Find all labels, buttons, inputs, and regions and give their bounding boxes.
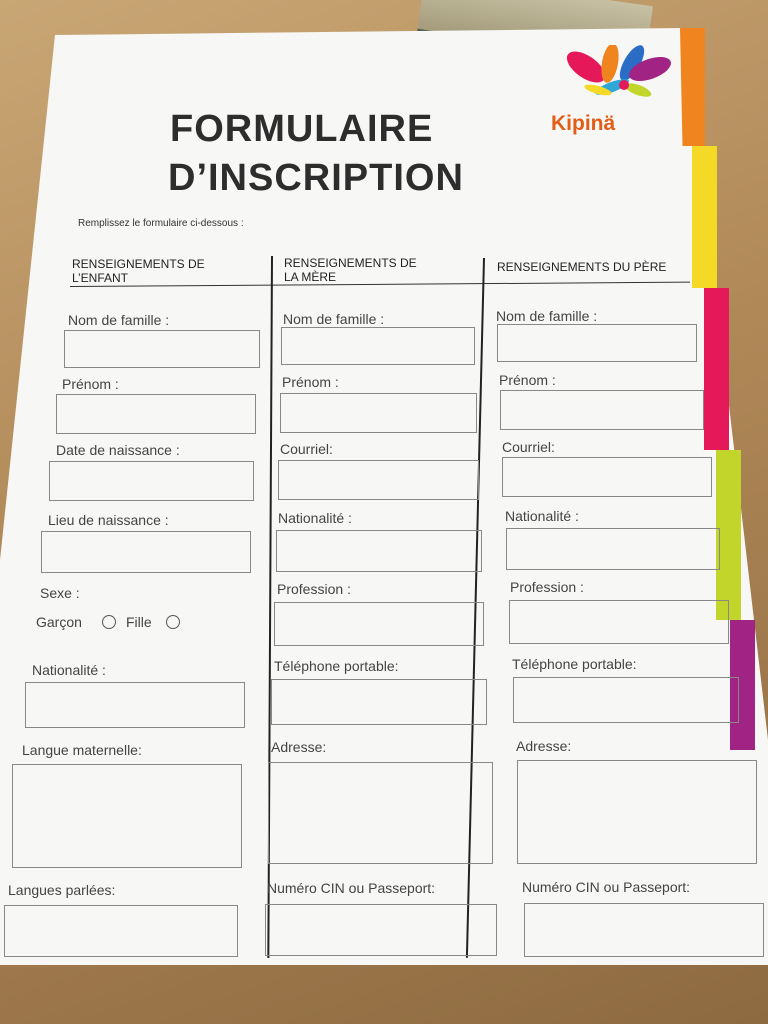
child-prenom-field[interactable] [56, 394, 256, 434]
child-lieu-naissance-label: Lieu de naissance : [48, 512, 169, 528]
child-date-naissance-label: Date de naissance : [56, 442, 180, 458]
mother-cin-label: Numéro CIN ou Passeport: [267, 880, 436, 896]
mother-nom-field[interactable] [281, 327, 475, 365]
child-lieu-naissance-field[interactable] [41, 531, 251, 573]
father-nom-label: Nom de famille : [496, 308, 598, 324]
father-telephone-field[interactable] [513, 677, 739, 723]
child-fille-label: Fille [126, 614, 152, 630]
child-garcon-label: Garçon [36, 614, 82, 630]
mother-nationalite-field[interactable] [276, 530, 482, 572]
mother-telephone-label: Téléphone portable: [274, 658, 399, 674]
father-profession-field[interactable] [509, 600, 729, 644]
father-header: RENSEIGNEMENTS DU PÈRE [497, 260, 667, 274]
mother-telephone-field[interactable] [271, 679, 487, 725]
fille-radio[interactable] [166, 615, 180, 629]
father-telephone-label: Téléphone portable: [512, 656, 637, 672]
father-nationalite-label: Nationalité : [505, 508, 579, 524]
page-title-line2: D’INSCRIPTION [168, 157, 464, 199]
mother-adresse-field[interactable] [268, 762, 493, 864]
mother-prenom-field[interactable] [280, 393, 477, 433]
form-instructions: Remplissez le formulaire ci-dessous : [78, 218, 244, 229]
father-prenom-field[interactable] [500, 390, 704, 430]
page-title-line1: FORMULAIRE [170, 108, 434, 150]
father-prenom-label: Prénom : [499, 372, 556, 388]
brand-name: Kipinä [551, 112, 616, 135]
child-date-naissance-field[interactable] [49, 461, 254, 501]
child-sexe-label: Sexe : [40, 585, 80, 601]
father-nom-field[interactable] [497, 324, 697, 362]
mother-nationalite-label: Nationalité : [278, 510, 352, 526]
father-nationalite-field[interactable] [506, 528, 720, 570]
child-prenom-label: Prénom : [62, 376, 119, 392]
mother-cin-field[interactable] [265, 904, 497, 956]
father-adresse-field[interactable] [517, 760, 757, 864]
father-courriel-label: Courriel: [502, 439, 555, 455]
mother-courriel-label: Courriel: [280, 441, 333, 457]
father-adresse-label: Adresse: [516, 738, 572, 754]
child-nationalite-field[interactable] [25, 682, 245, 728]
mother-prenom-label: Prénom : [282, 374, 339, 390]
mother-courriel-field[interactable] [278, 460, 479, 500]
child-langue-maternelle-field[interactable] [12, 764, 242, 868]
father-cin-label: Numéro CIN ou Passeport: [522, 879, 691, 895]
child-header: RENSEIGNEMENTS DE L’ENFANT [72, 257, 205, 285]
garcon-radio[interactable] [102, 615, 116, 629]
mother-nom-label: Nom de famille : [283, 311, 385, 327]
mother-profession-label: Profession : [277, 581, 351, 597]
child-langues-parlees-field[interactable] [4, 905, 238, 957]
child-langues-parlees-label: Langues parlées: [8, 882, 116, 898]
father-profession-label: Profession : [510, 579, 584, 595]
child-nom-label: Nom de famille : [68, 312, 170, 328]
mother-profession-field[interactable] [274, 602, 484, 646]
mother-header: RENSEIGNEMENTS DE LA MÈRE [284, 256, 417, 284]
father-courriel-field[interactable] [502, 457, 712, 497]
child-nationalite-label: Nationalité : [32, 662, 106, 678]
color-strip-yellow [692, 146, 717, 288]
color-strip-pink [704, 288, 729, 450]
mother-adresse-label: Adresse: [271, 739, 327, 755]
child-nom-field[interactable] [64, 330, 260, 368]
father-cin-field[interactable] [524, 903, 764, 957]
color-strip-orange [680, 28, 705, 146]
child-langue-maternelle-label: Langue maternelle: [22, 742, 142, 758]
